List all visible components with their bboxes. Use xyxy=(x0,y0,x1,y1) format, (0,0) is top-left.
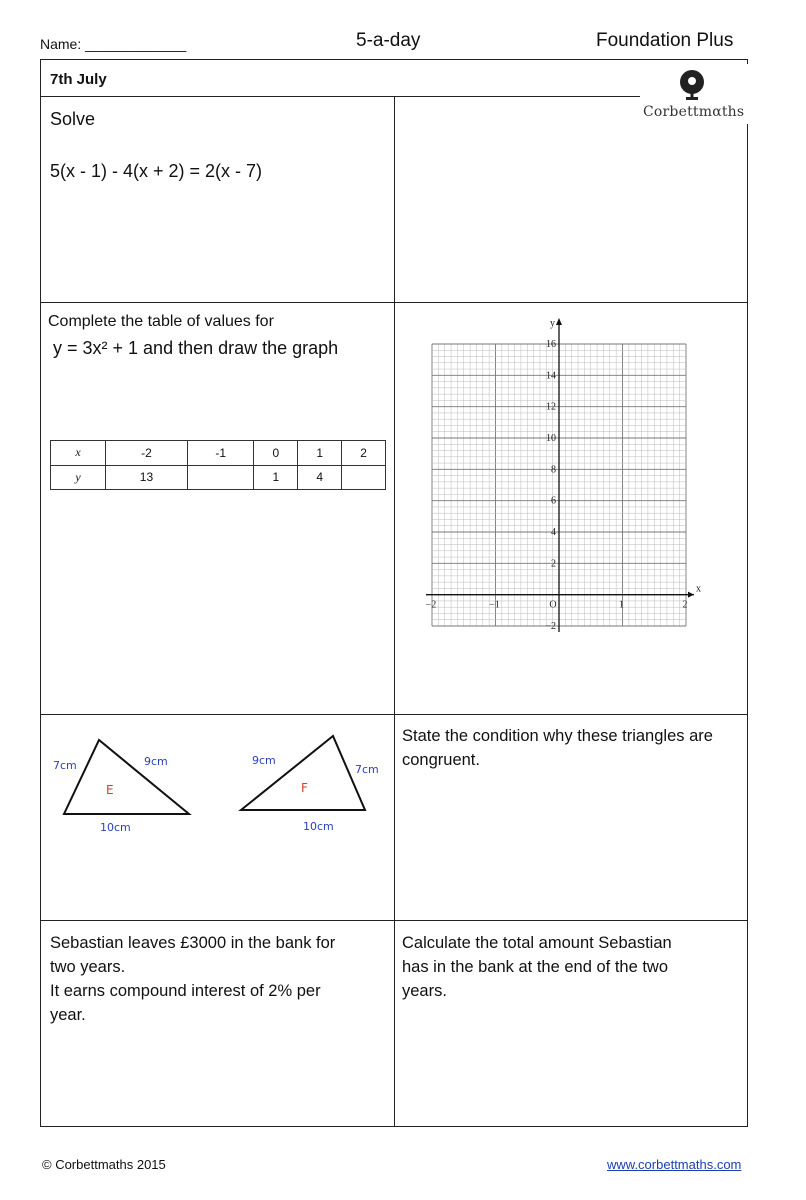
triangle-e xyxy=(64,740,189,814)
triangle-e-side-7: 7cm xyxy=(53,759,77,772)
y-tick-label: 10 xyxy=(546,433,556,444)
triangle-f-side-10: 10cm xyxy=(303,820,334,833)
q5-question xyxy=(402,931,672,1003)
logo-text: Corbettmαths xyxy=(643,104,745,120)
x-axis-label: x xyxy=(696,583,701,595)
table-cell: -2 xyxy=(106,441,188,466)
q5-line: has in the bank at the end of the two xyxy=(402,958,669,976)
corbettmaths-logo-icon xyxy=(677,69,707,101)
x-tick-label: −2 xyxy=(425,599,437,611)
table-row-y xyxy=(51,465,386,490)
table-cell-blank[interactable] xyxy=(187,465,254,490)
triangle-e-side-9: 9cm xyxy=(144,755,168,768)
table-cell: -1 xyxy=(187,441,254,466)
y-axis-label: y xyxy=(550,318,555,329)
q4-line: It earns compound interest of 2% per xyxy=(50,982,321,1000)
y-tick-label: −2 xyxy=(545,621,556,632)
x-tick-label: −1 xyxy=(489,599,500,611)
footer-website-link[interactable]: www.corbettmaths.com xyxy=(607,1157,742,1172)
q3-question: State the condition why these triangles are congruent. xyxy=(402,727,713,769)
row-divider-1 xyxy=(40,302,748,303)
y-tick-label: 16 xyxy=(546,339,556,350)
y-tick-label: 14 xyxy=(546,370,556,382)
triangle-f-side-7: 7cm xyxy=(355,763,379,776)
q1-equation: 5(x - 1) - 4(x + 2) = 2(x - 7) xyxy=(50,161,263,181)
row-divider-3 xyxy=(40,920,748,921)
row-divider-2 xyxy=(40,714,748,715)
triangle-e-side-10: 10cm xyxy=(100,821,131,834)
x-tick-label: 2 xyxy=(682,599,688,611)
y-tick-label: 12 xyxy=(546,401,556,413)
q2-instruction: Complete the table of values for xyxy=(48,313,274,330)
q4-line: Sebastian leaves £3000 in the bank for xyxy=(50,934,336,952)
worksheet-level: Foundation Plus xyxy=(596,30,734,51)
y-tick-label: 4 xyxy=(551,527,556,538)
x-axis-arrow-icon xyxy=(688,592,694,598)
column-divider xyxy=(394,96,395,1127)
worksheet-title: 5-a-day xyxy=(356,30,421,51)
q1-instruction: Solve xyxy=(50,109,96,129)
worksheet-date: 7th July xyxy=(50,71,107,88)
triangle-f-label: F xyxy=(301,781,308,795)
y-tick-label: 8 xyxy=(551,464,556,476)
x-tick-label: O xyxy=(549,599,557,611)
table-cell: 1 xyxy=(298,441,342,466)
y-tick-label: 2 xyxy=(551,558,556,570)
table-x-label: x xyxy=(51,441,106,466)
y-tick-label: 6 xyxy=(551,495,556,507)
table-of-values xyxy=(50,440,386,490)
y-axis-arrow-icon xyxy=(556,318,562,325)
table-cell: 0 xyxy=(254,441,298,466)
table-cell: 1 xyxy=(254,465,298,490)
table-cell: 2 xyxy=(342,441,386,466)
graph-grid xyxy=(420,312,704,634)
triangles-diagram xyxy=(45,730,390,840)
table-cell-blank[interactable] xyxy=(342,465,386,490)
triangle-e-label: E xyxy=(106,783,114,797)
q2-equation: y = 3x² + 1 and then draw the graph xyxy=(53,338,339,358)
triangle-f xyxy=(241,736,365,810)
table-row-x xyxy=(51,441,386,466)
triangle-f-side-9: 9cm xyxy=(252,754,276,767)
q4-line: two years. xyxy=(50,958,126,976)
table-cell: 13 xyxy=(106,465,188,490)
q5-line: years. xyxy=(402,982,447,1000)
name-field-label: Name: _____________ xyxy=(40,36,187,52)
table-y-label: y xyxy=(51,465,106,490)
q4-line: year. xyxy=(50,1006,86,1024)
q5-line: Calculate the total amount Sebastian xyxy=(402,934,672,952)
x-tick-label: 1 xyxy=(619,599,624,611)
q4-question xyxy=(50,931,335,1027)
table-cell: 4 xyxy=(298,465,342,490)
footer-copyright: © Corbettmaths 2015 xyxy=(42,1157,166,1172)
